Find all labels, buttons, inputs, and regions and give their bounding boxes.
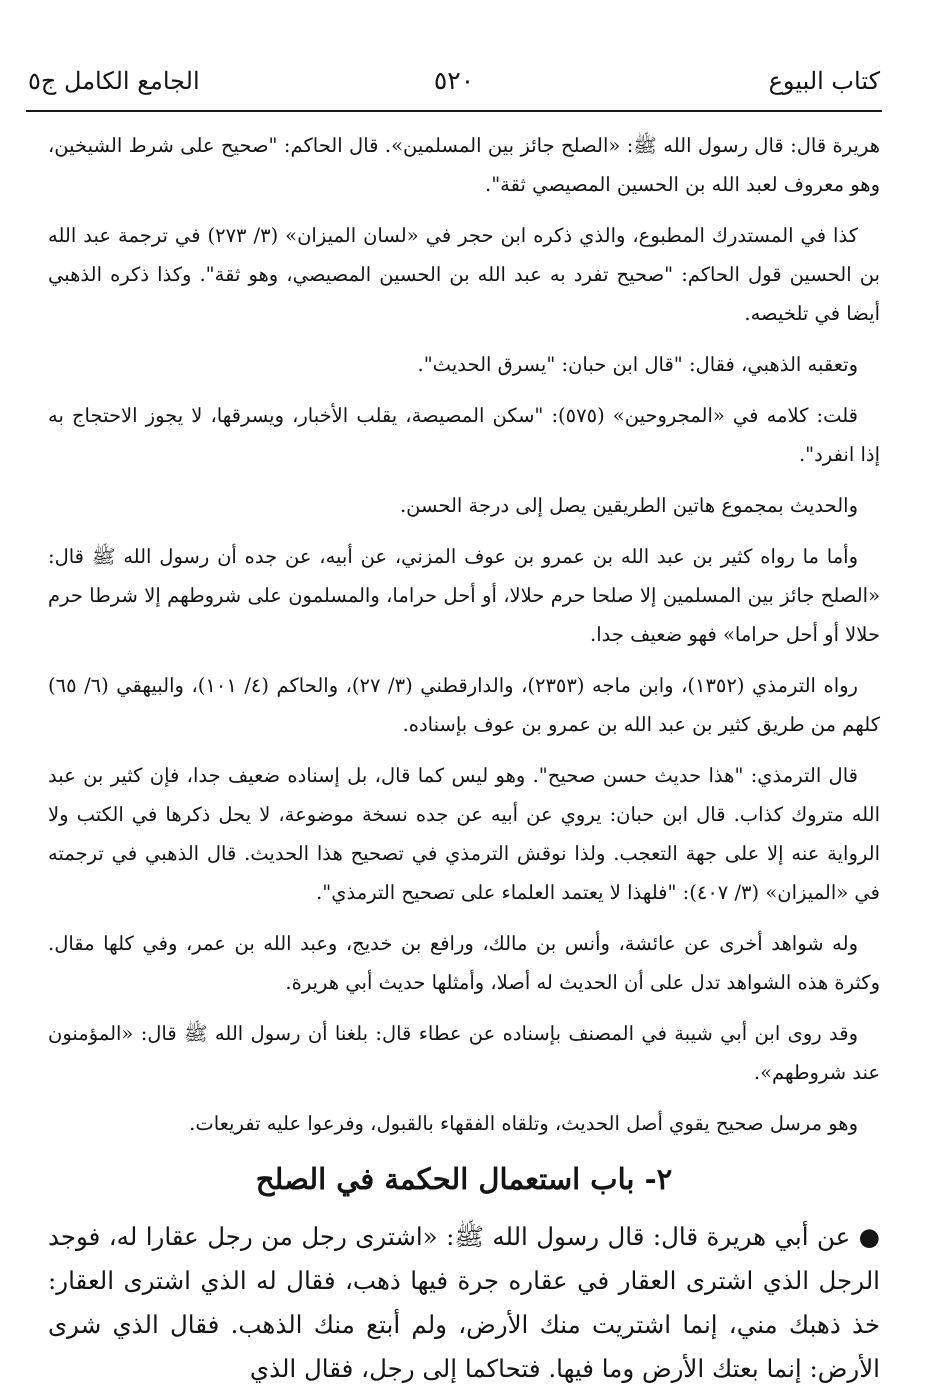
section-heading: ٢- باب استعمال الحكمة في الصلح — [255, 1162, 673, 1196]
page-number: ٥٢٠ — [433, 66, 475, 95]
page-header — [28, 62, 880, 102]
hadith-text: ● عن أبي هريرة قال: قال رسول الله ﷺ: «اشترى رجل من رجل عقارا له، فوجد الرجل الذي اشترى العقار في عقاره جرة فيها ذهب، فقال له الذي اشترى العقار: خذ ذهبك مني، إنما اشتريت منك الأرض، ولم أبتع منك الذهب. فقال الذي شرى الأرض: إنما بعتك الأرض وما فيها. فتحاكما إلى رجل، فقال الذي — [48, 1222, 880, 1383]
footnote-paragraph: وتعقبه الذهبي، فقال: "قال ابن حبان: "يسرق الحديث". — [417, 353, 858, 376]
footnote-paragraph: رواه الترمذي (١٣٥٢)، وابن ماجه (٢٣٥٣)، والدارقطني (٣/ ٢٧)، والحاكم (٤/ ١٠١)، والبيهقي (٦/ ٦٥) كلهم من طريق كثير بن عبد الله بن عمرو بن عوف بإسناده. — [48, 674, 880, 736]
footnote-paragraph: قلت: كلامه في «المجروحين» (٥٧٥): "سكن المصيصة، يقلب الأخبار، ويسرقها، لا يجوز الاحتجاج به إذا انفرد". — [48, 404, 880, 466]
header-divider — [26, 110, 882, 112]
page-body — [48, 126, 880, 1391]
footnote-paragraph: وهو مرسل صحيح يقوي أصل الحديث، وتلقاه الفقهاء بالقبول، وفرعوا عليه تفريعات. — [189, 1112, 858, 1135]
footnote-paragraph: وله شواهد أخرى عن عائشة، وأنس بن مالك، ورافع بن خديج، وعبد الله بن عمر، وفي كلها مقال. وكثرة هذه الشواهد تدل على أن الحديث له أصلا، وأمثلها حديث أبي هريرة. — [48, 932, 880, 994]
footnote-paragraph: وقد روى ابن أبي شيبة في المصنف بإسناده عن عطاء قال: بلغنا أن رسول الله ﷺ قال: «المؤمنون عند شروطهم». — [48, 1022, 880, 1084]
volume-title: الجامع الكامل ج٥ — [28, 67, 200, 95]
footnote-paragraph: كذا في المستدرك المطبوع، والذي ذكره ابن حجر في «لسان الميزان» (٣/ ٢٧٣) في ترجمة عبد الله بن الحسين قول الحاكم: "صحيح تفرد به عبد الله بن الحسين المصيصي، وهو ثقة". وكذا ذكره الذهبي أيضا في تلخيصه. — [48, 224, 880, 325]
footnote-paragraph: هريرة قال: قال رسول الله ﷺ: «الصلح جائز بين المسلمين». قال الحاكم: "صحيح على شرط الشيخين، وهو معروف لعبد الله بن الحسين المصيصي ثقة". — [48, 134, 880, 196]
book-title: كتاب البيوع — [768, 67, 880, 95]
footnote-paragraph: والحديث بمجموع هاتين الطريقين يصل إلى درجة الحسن. — [399, 494, 858, 517]
footnote-paragraph: وأما ما رواه كثير بن عبد الله بن عمرو بن عوف المزني، عن أبيه، عن جده أن رسول الله ﷺ قال: «الصلح جائز بين المسلمين إلا صلحا حرم حلالا، أو أحل حراما، والمسلمون على شروطهم إلا شرطا حرم حلالا أو أحل حراما» فهو ضعيف جدا. — [48, 545, 880, 646]
footnote-paragraph: قال الترمذي: "هذا حديث حسن صحيح". وهو ليس كما قال، بل إسناده ضعيف جدا، فإن كثير بن عبد الله متروك كذاب. قال ابن حبان: يروي عن أبيه عن جده نسخة موضوعة، لا يحل ذكرها في الكتب ولا الرواية عنه إلا على جهة التعجب. ولذا نوقش الترمذي في تصحيح هذا الحديث. قال الذهبي في ترجمته في «الميزان» (٣/ ٤٠٧): "فلهذا لا يعتمد العلماء على تصحيح الترمذي". — [48, 764, 880, 904]
